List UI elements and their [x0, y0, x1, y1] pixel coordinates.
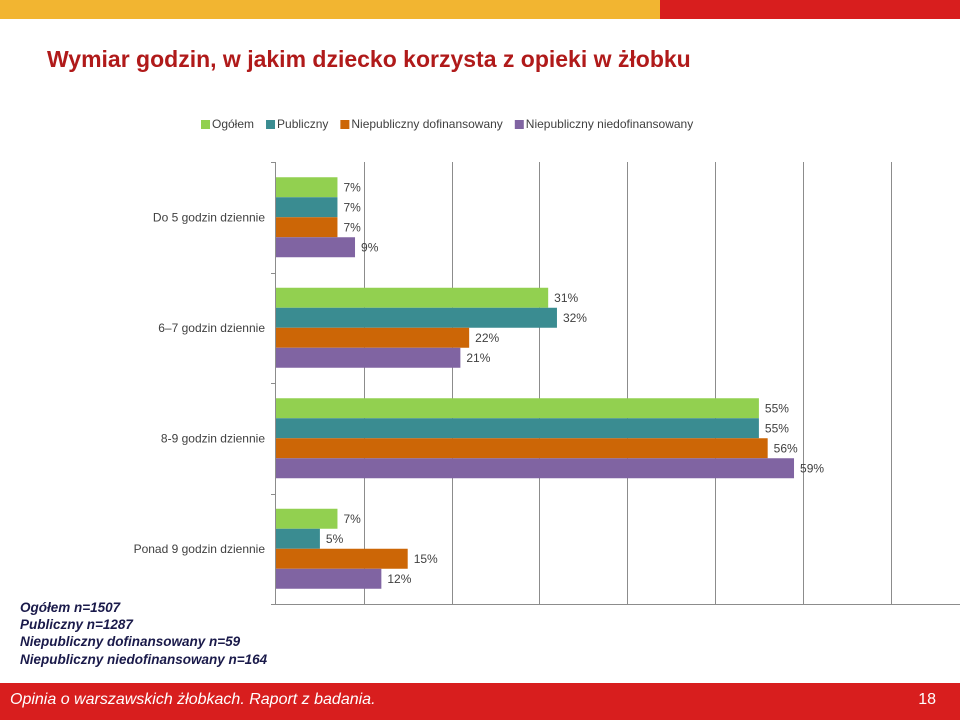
legend-swatch: [340, 120, 349, 129]
bar: [276, 237, 355, 257]
note-line: Niepubliczny dofinansowany n=59: [20, 634, 241, 650]
data-label: 32%: [562, 310, 587, 325]
data-label: 31%: [554, 290, 579, 305]
bar: [276, 217, 337, 237]
note-line: Ogółem n=1507: [20, 600, 121, 615]
data-label: 5%: [325, 531, 344, 546]
bar: [276, 348, 460, 368]
bar: [276, 328, 469, 348]
data-label: 12%: [387, 571, 412, 586]
category-label: 8-9 godzin dziennie: [160, 431, 265, 446]
data-label: 56%: [773, 441, 798, 456]
data-label: 7%: [343, 511, 361, 526]
bar: [276, 529, 320, 549]
bar: [276, 197, 337, 217]
data-label: 7%: [343, 220, 361, 235]
bar: [276, 569, 381, 589]
data-label: 59%: [800, 461, 825, 476]
bar: [276, 308, 557, 328]
legend-swatch: [201, 120, 210, 129]
footer-text: Opinia o warszawskich żłobkach. Raport z badania.: [10, 691, 376, 708]
legend-label: Publiczny: [277, 117, 329, 131]
bar: [276, 458, 794, 478]
note-line: Publiczny n=1287: [20, 617, 133, 633]
page-title: Wymiar godzin, w jakim dziecko korzysta z opieki w żłobku: [47, 46, 691, 72]
bar: [276, 549, 408, 569]
legend-label: Niepubliczny niedofinansowany: [525, 117, 694, 131]
sample-notes: [20, 599, 267, 668]
category-label: Do 5 godzin dziennie: [152, 210, 265, 225]
bar: [276, 288, 548, 308]
data-label: 21%: [466, 350, 491, 365]
data-label: 22%: [475, 330, 500, 345]
legend-swatch: [266, 120, 275, 129]
legend-label: Ogółem: [212, 117, 255, 131]
page-number: 18: [918, 691, 936, 708]
data-label: 15%: [413, 551, 438, 566]
bar: [276, 418, 759, 438]
legend-swatch: [515, 120, 524, 129]
bar: [276, 438, 768, 458]
bar: [276, 509, 337, 529]
data-label: 9%: [361, 240, 379, 255]
data-label: 7%: [343, 200, 361, 215]
data-label: 7%: [343, 180, 361, 195]
bar: [276, 398, 759, 418]
data-label: 55%: [764, 401, 789, 416]
footer-bar: [0, 683, 960, 720]
category-label: 6–7 godzin dziennie: [158, 320, 265, 335]
legend-label: Niepubliczny dofinansowany: [351, 117, 503, 131]
note-line: Niepubliczny niedofinansowany n=164: [20, 651, 268, 667]
bar: [276, 177, 337, 197]
data-label: 55%: [764, 421, 789, 436]
category-label: Ponad 9 godzin dziennie: [133, 541, 265, 556]
